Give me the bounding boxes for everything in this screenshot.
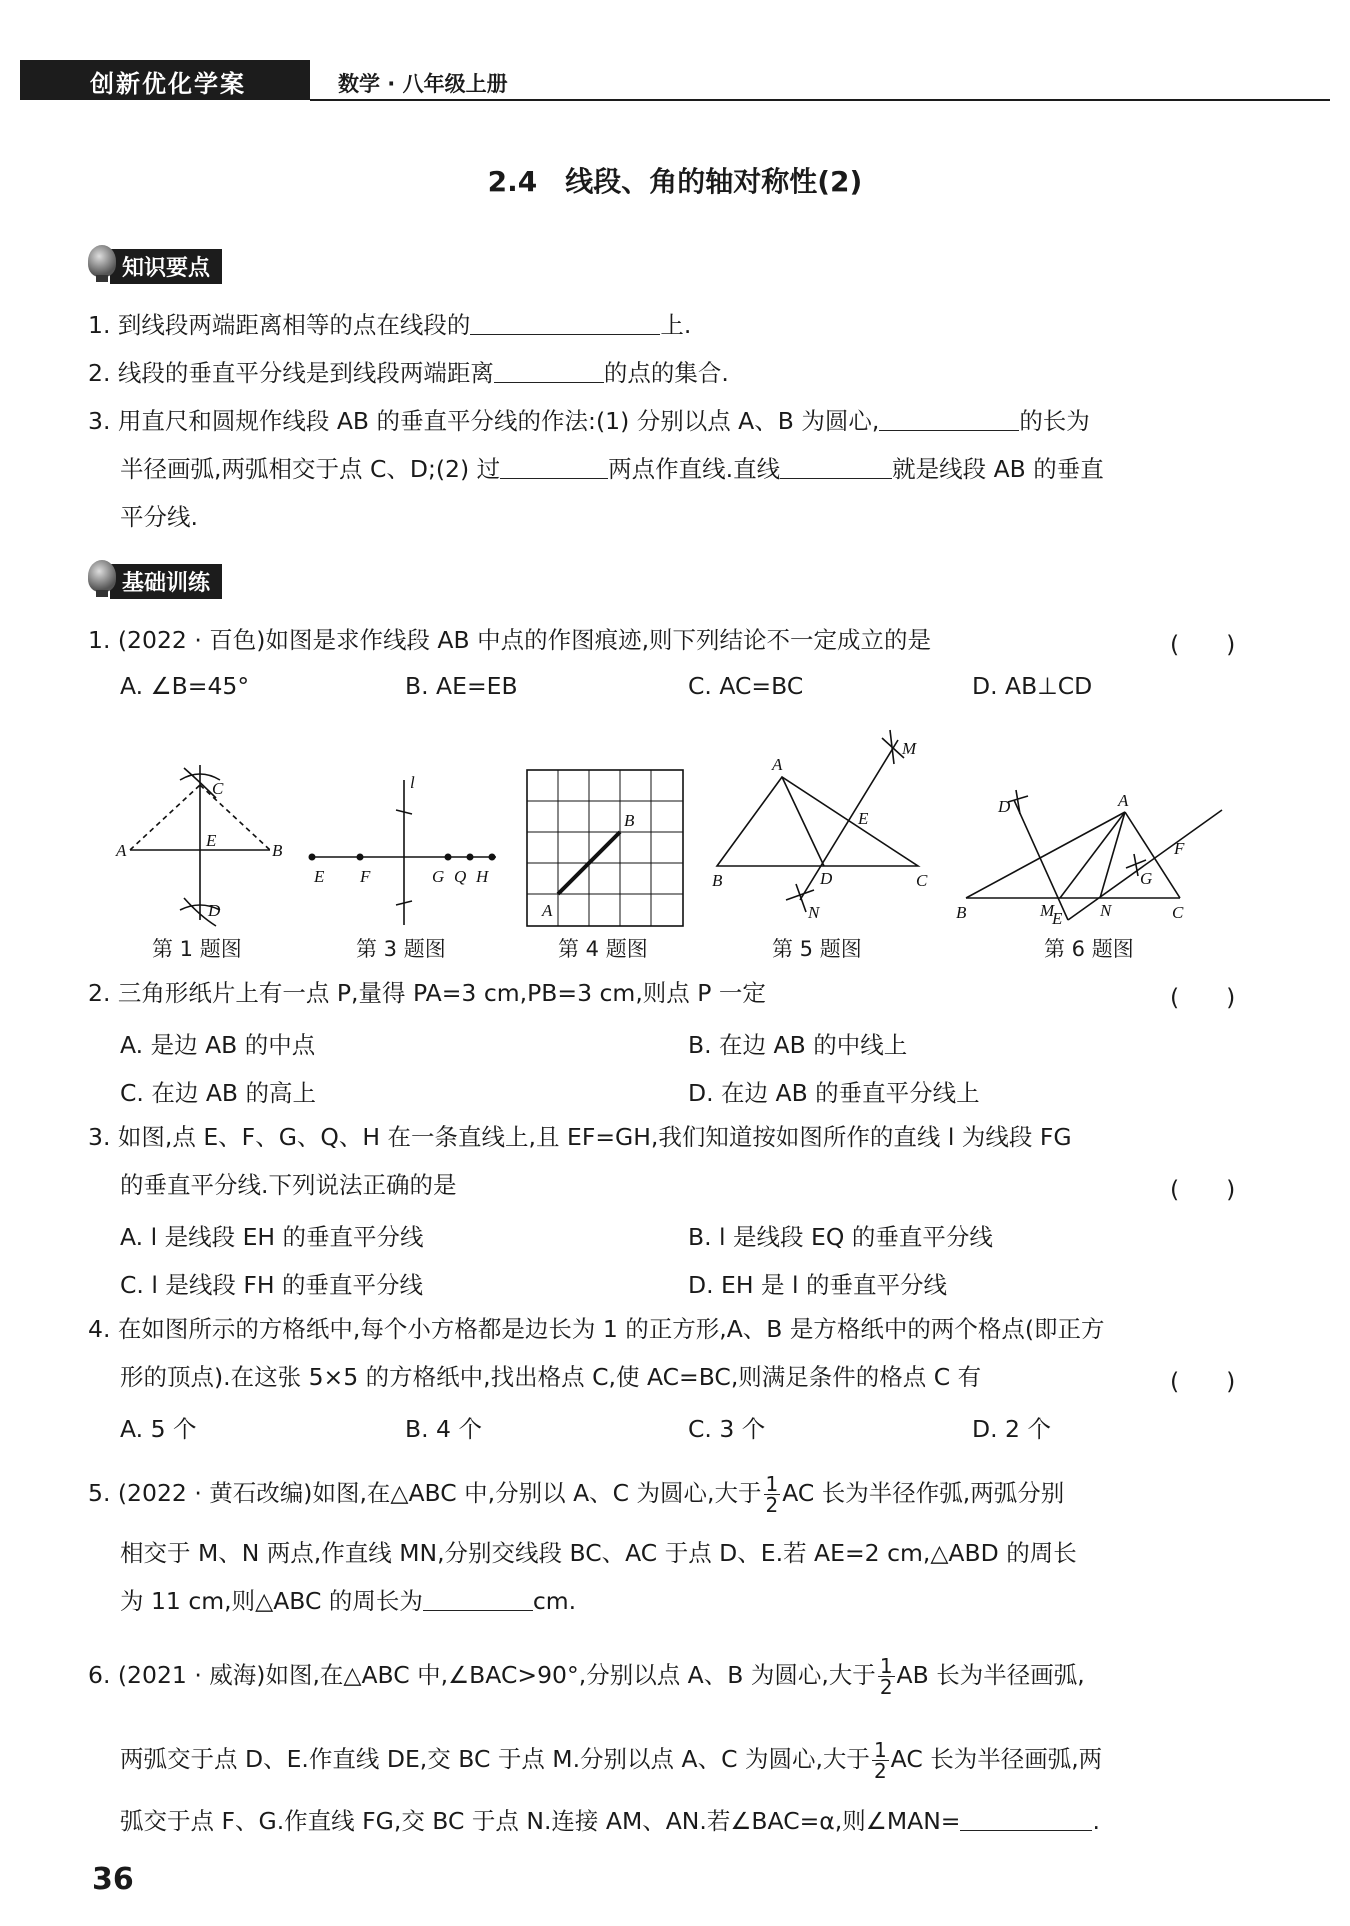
label-b: B [712,871,723,890]
label-e: E [206,831,217,850]
label-c: C [1172,903,1184,922]
q6-line-3 [120,1806,1100,1836]
segment-an [1100,812,1125,898]
denominator: 2 [873,1759,887,1783]
label-a: A [1118,791,1129,810]
text: 2. 线段的垂直平分线是到线段两端距离 [88,359,494,387]
header-rule [310,99,1330,101]
q2-option-b[interactable]: B. 在边 AB 的中线上 [688,1031,908,1059]
q1-option-c[interactable]: C. AC=BC [688,672,804,700]
text: 上. [660,311,692,339]
page-header [20,58,1330,102]
text: 的长为 [1019,407,1090,435]
q3-option-c[interactable]: C. l 是线段 FH 的垂直平分线 [120,1271,423,1299]
lightbulb-base [96,275,108,282]
q1-answer-paren[interactable]: ( ) [1170,630,1236,658]
line-mn [800,740,898,900]
label-h: H [476,867,489,886]
fraction-half [878,1656,895,1697]
text: 两弧交于点 D、E.作直线 DE,交 BC 于点 M.分别以点 A、C 为圆心,大于 [120,1745,870,1773]
numerator: 1 [879,1654,893,1678]
label-c: C [212,779,224,798]
q4-option-c[interactable]: C. 3 个 [688,1415,766,1443]
q3-option-b[interactable]: B. l 是线段 EQ 的垂直平分线 [688,1223,993,1251]
answer-blank[interactable] [500,456,608,479]
text: 1. 到线段两端距离相等的点在线段的 [88,311,471,339]
header-brand: 创新优化学案 [90,70,246,98]
label-e: E [1052,909,1063,928]
q1-option-b[interactable]: B. AE=EB [405,672,518,700]
label-d: D [208,901,221,920]
label-m: M [902,739,917,758]
denominator: 2 [879,1675,893,1699]
q5-line-2: 相交于 M、N 两点,作直线 MN,分别交线段 BC、AC 于点 D、E.若 AE=2 cm,△ABD 的周长 [120,1539,1077,1567]
q4-stem-2: 形的顶点).在这张 5×5 的方格纸中,找出格点 C,使 AC=BC,则满足条件的格点 C 有 [120,1363,982,1391]
q2-option-d[interactable]: D. 在边 AB 的垂直平分线上 [688,1079,980,1107]
figures-row [0,720,1350,940]
text: AC 长为半径作弧,两弧分别 [782,1479,1065,1507]
text: 的点的集合. [603,359,729,387]
knowledge-3c: 平分线. [120,503,198,531]
q5-line-3 [120,1586,576,1616]
text: 5. (2022 · 黄石改编)如图,在△ABC 中,分别以 A、C 为圆心,大于 [88,1479,762,1507]
text: 3. 用直尺和圆规作线段 AB 的垂直平分线的作法:(1) 分别以点 A、B 为圆心, [88,407,880,435]
label-l: l [410,773,415,792]
answer-blank[interactable] [470,312,660,335]
text: AB 长为半径画弧, [896,1661,1085,1689]
label-b: B [956,903,967,922]
text: 两点作直线.直线 [608,455,781,483]
label-d: D [820,869,833,888]
answer-blank[interactable] [494,360,604,383]
text: 为 11 cm,则△ABC 的周长为 [120,1587,423,1615]
fraction-half [872,1740,889,1781]
header-subject: 数学 · 八年级上册 [338,72,508,96]
answer-blank[interactable] [423,1588,533,1611]
label-f: F [360,867,371,886]
lightbulb-base [96,590,108,597]
answer-blank[interactable] [780,456,892,479]
q5-line-1 [88,1474,1064,1515]
numerator: 1 [765,1472,779,1496]
q3-option-d[interactable]: D. EH 是 l 的垂直平分线 [688,1271,947,1299]
label-n: N [1100,901,1112,920]
q4-answer-paren[interactable]: ( ) [1170,1367,1236,1395]
page-title: 2.4 线段、角的轴对称性(2) [487,165,863,198]
line-fg [1068,810,1222,920]
knowledge-3a [88,406,1090,436]
q1-stem: 1. (2022 · 百色)如图是求作线段 AB 中点的作图痕迹,则下列结论不一定成立的是 [88,626,932,654]
caption-fig3: 第 3 题图 [356,937,446,961]
q4-option-d[interactable]: D. 2 个 [972,1415,1051,1443]
numerator: 1 [873,1738,887,1762]
label-c: C [916,871,928,890]
knowledge-1 [88,310,691,340]
figure-5 [717,730,918,912]
label-g: G [1140,869,1153,888]
lightbulb-icon [88,245,116,277]
q1-option-d[interactable]: D. AB⊥CD [972,672,1093,700]
answer-blank[interactable] [960,1808,1092,1831]
lightbulb-icon [88,560,116,592]
knowledge-2 [88,358,729,388]
knowledge-3b [120,454,1104,484]
segment-ac [1125,812,1180,898]
figure-3 [312,780,496,925]
label-a: A [772,755,783,774]
q2-answer-paren[interactable]: ( ) [1170,983,1236,1011]
label-b: B [272,841,283,860]
caption-fig5: 第 5 题图 [772,937,862,961]
q4-option-b[interactable]: B. 4 个 [405,1415,482,1443]
text: 6. (2021 · 威海)如图,在△ABC 中,∠BAC>90°,分别以点 A、B 为圆心,大于 [88,1661,876,1689]
caption-fig1: 第 1 题图 [152,937,242,961]
denominator: 2 [765,1493,779,1517]
q4-option-a[interactable]: A. 5 个 [120,1415,197,1443]
section-label: 知识要点 [110,249,222,284]
page-number: 36 [92,1862,134,1897]
q4-stem-1: 4. 在如图所示的方格纸中,每个小方格都是边长为 1 的正方形,A、B 是方格纸中的两个格点(即正方 [88,1315,1105,1343]
segment-am [1060,812,1125,898]
q2-option-a[interactable]: A. 是边 AB 的中点 [120,1031,316,1059]
arc-m [882,730,904,764]
text: 就是线段 AB 的垂直 [892,455,1104,483]
section-label: 基础训练 [110,564,222,599]
q6-line-2 [120,1740,1102,1781]
q3-answer-paren[interactable]: ( ) [1170,1175,1236,1203]
label-e: E [858,809,869,828]
q3-option-a[interactable]: A. l 是线段 EH 的垂直平分线 [120,1223,424,1251]
label-a: A [116,841,127,860]
label-b: B [624,811,635,830]
text: . [1092,1807,1100,1835]
caption-fig4: 第 4 题图 [558,937,648,961]
label-d: D [998,797,1011,816]
q3-stem-1: 3. 如图,点 E、F、G、Q、H 在一条直线上,且 EF=GH,我们知道按如图所作的直线 l 为线段 FG [88,1123,1072,1151]
label-g: G [432,867,445,886]
text: AC 长为半径画弧,两 [890,1745,1103,1773]
text: 弧交于点 F、G.作直线 FG,交 BC 于点 N.连接 AM、AN.若∠BAC=α,则∠MAN= [120,1807,961,1835]
q2-option-c[interactable]: C. 在边 AB 的高上 [120,1079,316,1107]
label-a: A [542,901,553,920]
fraction-half [764,1474,781,1515]
text: 半径画弧,两弧相交于点 C、D;(2) 过 [120,455,501,483]
answer-blank[interactable] [879,408,1019,431]
caption-fig6: 第 6 题图 [1044,937,1134,961]
label-f: F [1174,839,1185,858]
figure-1 [130,765,270,926]
label-e: E [314,867,325,886]
text: cm. [532,1587,577,1615]
label-q: Q [454,867,467,886]
q1-option-a[interactable]: A. ∠B=45° [120,672,250,700]
q3-stem-2: 的垂直平分线.下列说法正确的是 [120,1171,457,1199]
label-m: M [1040,901,1055,920]
label-n: N [808,903,820,922]
q6-line-1 [88,1656,1085,1697]
segment-ac [130,785,200,850]
segment-ab [966,812,1125,898]
q2-stem: 2. 三角形纸片上有一点 P,量得 PA=3 cm,PB=3 cm,则点 P 一定 [88,979,766,1007]
